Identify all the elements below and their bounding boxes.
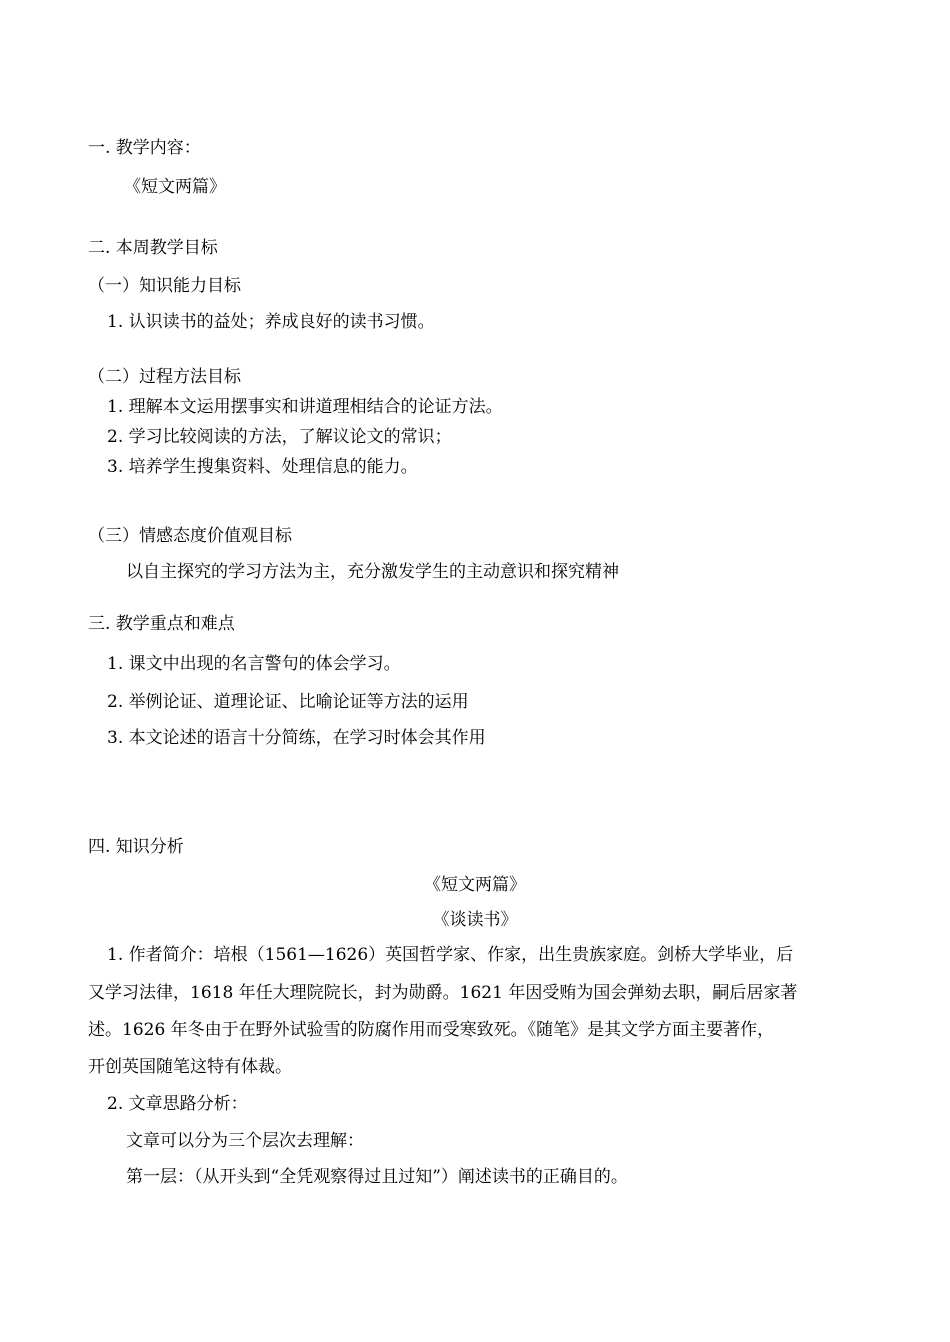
keypoint-item: 1. 课文中出现的名言警句的体会学习。 bbox=[107, 654, 401, 674]
subheading-knowledge: （一）知识能力目标 bbox=[88, 276, 241, 296]
analysis-center-subtitle: 《谈读书》 bbox=[432, 910, 518, 930]
process-item: 2. 学习比较阅读的方法，了解议论文的常识； bbox=[107, 427, 452, 447]
keypoint-item: 3. 本文论述的语言十分简练，在学习时体会其作用 bbox=[107, 728, 486, 748]
subheading-emotion: （三）情感态度价值观目标 bbox=[88, 526, 292, 546]
content-title: 《短文两篇》 bbox=[124, 177, 226, 197]
subheading-process: （二）过程方法目标 bbox=[88, 367, 241, 387]
emotion-text: 以自主探究的学习方法为主，充分激发学生的主动意识和探究精神 bbox=[126, 562, 619, 582]
author-paragraph-line: 又学习法律，1618 年任大理院院长，封为勋爵。1621 年因受贿为国会弹劾去职，嗣后居家著 bbox=[88, 983, 798, 1003]
analysis-center-title: 《短文两篇》 bbox=[424, 875, 526, 895]
section-heading-content: 一. 教学内容： bbox=[88, 138, 201, 158]
keypoint-item: 2. 举例论证、道理论证、比喻论证等方法的运用 bbox=[107, 692, 469, 712]
author-paragraph-line: 1. 作者简介：培根（1561—1626）英国哲学家、作家，出生贵族家庭。剑桥大学毕业，后 bbox=[107, 945, 794, 965]
structure-heading: 2. 文章思路分析： bbox=[107, 1094, 248, 1114]
author-paragraph-line: 开创英国随笔这特有体裁。 bbox=[88, 1057, 292, 1077]
structure-layer-1: 第一层：（从开头到“全凭观察得过且过知”）阐述读书的正确目的。 bbox=[126, 1167, 628, 1187]
process-item: 1. 理解本文运用摆事实和讲道理相结合的论证方法。 bbox=[107, 397, 503, 417]
process-item: 3. 培养学生搜集资料、处理信息的能力。 bbox=[107, 457, 418, 477]
section-heading-keypoints: 三. 教学重点和难点 bbox=[88, 614, 235, 634]
knowledge-item: 1. 认识读书的益处；养成良好的读书习惯。 bbox=[107, 312, 435, 332]
author-paragraph-line: 述。1626 年冬由于在野外试验雪的防腐作用而受寒致死。《随笔》是其文学方面主要著作， bbox=[88, 1020, 775, 1040]
section-heading-analysis: 四. 知识分析 bbox=[88, 837, 184, 857]
structure-intro: 文章可以分为三个层次去理解： bbox=[126, 1131, 364, 1151]
section-heading-goals: 二. 本周教学目标 bbox=[88, 238, 218, 258]
